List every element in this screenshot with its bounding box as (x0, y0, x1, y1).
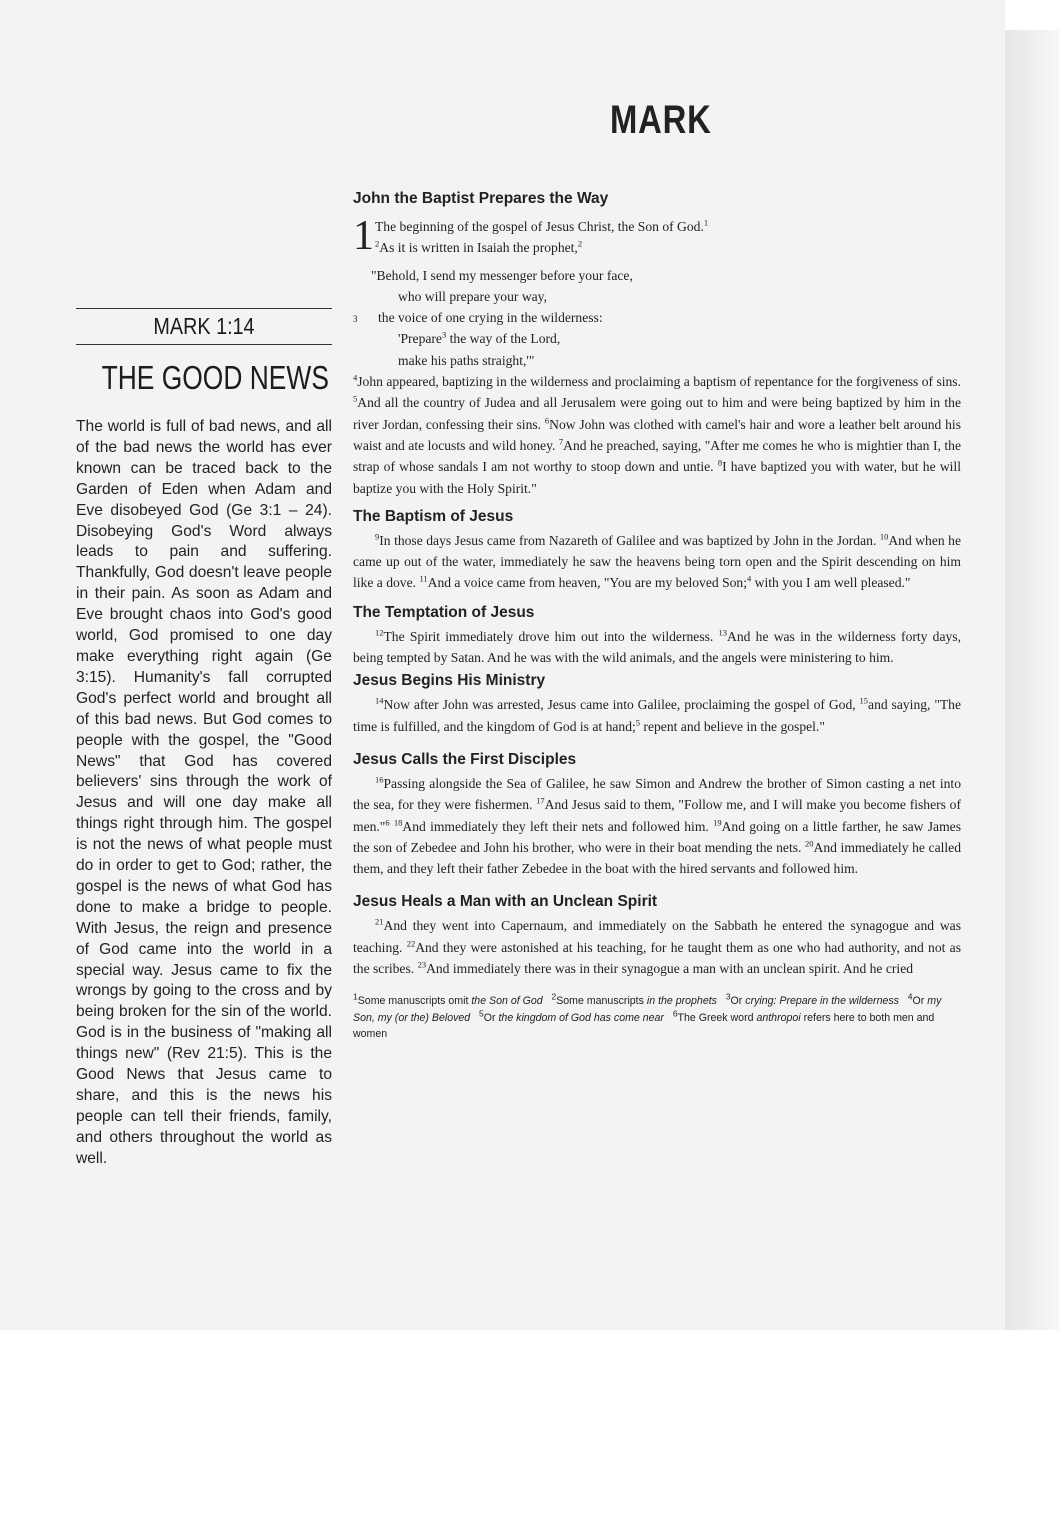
verse-number: 6 (544, 415, 550, 426)
verse-text: And they went into Capernaum, and immediately on the Sabbath he entered the synagogue and was teaching. (353, 918, 961, 955)
verse-paragraph (353, 773, 961, 879)
section-heading: Jesus Heals a Man with an Unclean Spirit (353, 893, 658, 911)
section-heading: The Temptation of Jesus (353, 603, 535, 621)
sidebar-reference: MARK 1:14 (153, 313, 255, 339)
poetry-text: the voice of one crying in the wilderness: (378, 310, 603, 326)
verse-number: 23 (417, 959, 427, 970)
chapter-number: 1 (353, 213, 374, 259)
verse-text: The beginning of the gospel of Jesus Christ, the Son of God. (375, 219, 704, 234)
footnote-number: 1 (353, 991, 358, 1002)
verse-number: 16 (375, 774, 384, 785)
poetry-text: 'Prepare (398, 331, 442, 347)
footnote-number: 4 (907, 991, 913, 1002)
verse-number: 13 (718, 627, 728, 638)
verse-text: And going on a little farther, he saw James the son of Zebedee and John his brother, who were in their boat mending the nets. (353, 818, 961, 855)
verse-number: 5 (353, 393, 358, 404)
footnote-marker: 2 (577, 238, 583, 249)
verse-number: 8 (717, 457, 723, 468)
footnote-text: refers here to both men and women (353, 1011, 935, 1041)
poetry-line (353, 307, 961, 328)
footnote-number: 3 (725, 991, 731, 1002)
verse-number: 14 (375, 695, 384, 706)
footnote-marker: 6 (385, 817, 390, 827)
footnotes (353, 993, 961, 1043)
sidebar-bottom-rule (76, 344, 332, 345)
poetry-line: make his paths straight,'" (398, 352, 535, 368)
verse-text: repent and believe in the gospel." (640, 718, 825, 734)
verse-text: And immediately there was in their synagogue a man with an unclean spirit. And he cried (426, 961, 914, 977)
section-heading: John the Baptist Prepares the Way (353, 190, 609, 207)
footnote-text: Some manuscripts omit (357, 995, 472, 1008)
footnote-marker: 1 (703, 217, 709, 228)
footnote-text: The Greek word (677, 1011, 757, 1024)
verse-paragraph (353, 371, 961, 499)
footnote-number: 2 (551, 991, 557, 1002)
verse-number: 18 (393, 817, 403, 827)
verse-text: John appeared, baptizing in the wilderness and proclaiming a baptism of repentance for the forgiveness of sins. (357, 374, 961, 390)
footnote-text: Some manuscripts (556, 995, 647, 1008)
verse-paragraph (353, 626, 961, 669)
book-title: MARK (610, 98, 712, 142)
verse-number: 3 (353, 314, 358, 325)
footnote-text: Or (483, 1011, 499, 1024)
verse-text: Passing alongside the Sea of Galilee, he saw Simon and Andrew the brother of Simon casting a net into the sea, for they were fishermen. (353, 775, 961, 813)
verse-number: 19 (713, 817, 722, 827)
verse-number: 4 (353, 372, 358, 383)
chapter-opening (353, 213, 961, 259)
footnote-text: in the prophets (646, 995, 717, 1008)
verse-text: I have baptized you with water, but he will baptize you with the Holy Spirit." (353, 459, 961, 496)
verse-text: And he was in the wilderness forty days, being tempted by Satan. And he was with the wild animals, and the angels were ministering to him. (353, 628, 961, 666)
verse-number: 7 (558, 436, 564, 447)
verse-text: and saying, "The time is fulfilled, and the kingdom of God is at hand; (353, 697, 961, 734)
verse-number: 15 (859, 695, 869, 706)
verse-number: 17 (536, 795, 545, 806)
section-heading: Jesus Calls the First Disciples (353, 750, 577, 768)
sidebar-title: THE GOOD NEWS (101, 359, 329, 396)
footnote-text: my Son, my (or the) Beloved (353, 995, 942, 1024)
poetry-line: who will prepare your way, (398, 288, 547, 304)
section-heading: The Baptism of Jesus (353, 507, 514, 525)
verse-number: 22 (406, 938, 416, 949)
verse-number: 2 (375, 238, 380, 249)
footnote-number: 6 (672, 1008, 678, 1019)
verse-paragraph (353, 915, 961, 979)
verse-text: As it is written in Isaiah the prophet, (379, 240, 578, 256)
sidebar-feature (76, 308, 332, 1170)
verse-text: And all the country of Judea and all Jerusalem were going out to him and were being baptized by him in the river Jordan, confessing their sins. (353, 395, 961, 432)
verse-number: 20 (805, 838, 814, 849)
verse-text: Now John was clothed with camel's hair and wore a leather belt around his waist and ate locusts and wild honey. (353, 416, 961, 453)
verse-text: And they were astonished at his teaching, for he taught them as one who had authority, and not as the scribes. (353, 939, 961, 977)
verse-text: Now after John was arrested, Jesus came into Galilee, proclaiming the gospel of God, (383, 697, 860, 713)
verse-paragraph (353, 530, 961, 594)
verse-number: 21 (375, 916, 384, 927)
verse-text: And he preached, saying, "After me comes he who is mightier than I, the strap of whose sandals I am not worthy to stoop down and untie. (353, 437, 961, 475)
verse-text: with you I am well pleased." (751, 575, 911, 591)
poetry-line (353, 328, 961, 349)
verse-text: In those days Jesus came from Nazareth of Galilee and was baptized by John in the Jordan. (379, 532, 880, 548)
verse-number: 10 (879, 531, 889, 542)
verse-text: The Spirit immediately drove him out into the wilderness. (383, 628, 719, 644)
poetry-line: "Behold, I send my messenger before your face, (371, 267, 633, 283)
verse-paragraph (353, 694, 961, 737)
verse-text: And immediately they left their nets and followed him. (402, 818, 714, 834)
footnote-text: the Son of God (471, 995, 543, 1008)
footnote-text: Or (912, 995, 928, 1008)
verse-text: And a voice came from heaven, "You are my beloved Son; (427, 575, 748, 591)
footnote-marker: 4 (747, 573, 752, 584)
poetry-text: the way of the Lord, (446, 331, 561, 347)
section-heading: Jesus Begins His Ministry (353, 672, 546, 690)
sidebar-body: The world is full of bad news, and all of the bad news the world has ever known can be traced back to the Garden of Eden when Adam and Eve disobeyed God (Ge 3:1 – 24). Disobeying God's Word always leads to pain and suffering. Thankfully, God doesn't leave people in their pain. As soon as Adam and Eve brought chaos into God's good world, God promised to one day make everything right again (Ge 3:15). Humanity's fall corrupted God's perfect world and brought all of this bad news. But God comes to people with the gospel, the "Good News" that God has covered believers' sins through the work of Jesus and will one day make all things right through him. The gospel is not the news of what people must do in order to get to God; rather, the gospel is the news of what God has done to make a bridge to people. With Jesus, the reign and presence of God came into the world in a special way. Jesus came to fix the wrongs by going to the cross and by being broken for the sin of the world. God is in the business of "making all things new" (Rev 21:5). This is the Good News that Jesus came to share, and this is the news his people can tell their friends, family, and others throughout the world as well. (76, 418, 332, 1167)
verse-number: 11 (419, 573, 428, 584)
verse-text: And when he came up out of the water, immediately he saw the heavens being torn open and the Spirit descending on him like a dove. (353, 532, 961, 591)
footnote-text: the kingdom of God has come near (498, 1011, 664, 1024)
page-edge (1005, 30, 1059, 1330)
footnote-text: crying: Prepare in the wilderness (745, 995, 899, 1008)
verse-number: 12 (375, 627, 384, 638)
footnote-marker: 3 (441, 329, 447, 340)
scripture-column (353, 190, 961, 1043)
verse-text: And immediately he called them, and they left their father Zebedee in the boat with the hired servants and followed him. (353, 839, 961, 877)
footnote-text: anthropoi (756, 1011, 801, 1024)
footnote-marker: 5 (635, 717, 641, 728)
footnote-text: Or (730, 995, 746, 1008)
footnote-number: 5 (479, 1008, 484, 1019)
poetry-quote (353, 265, 961, 371)
verse-number: 9 (375, 531, 380, 542)
verse-text: And Jesus said to them, "Follow me, and I will make you become fishers of men." (353, 797, 961, 834)
